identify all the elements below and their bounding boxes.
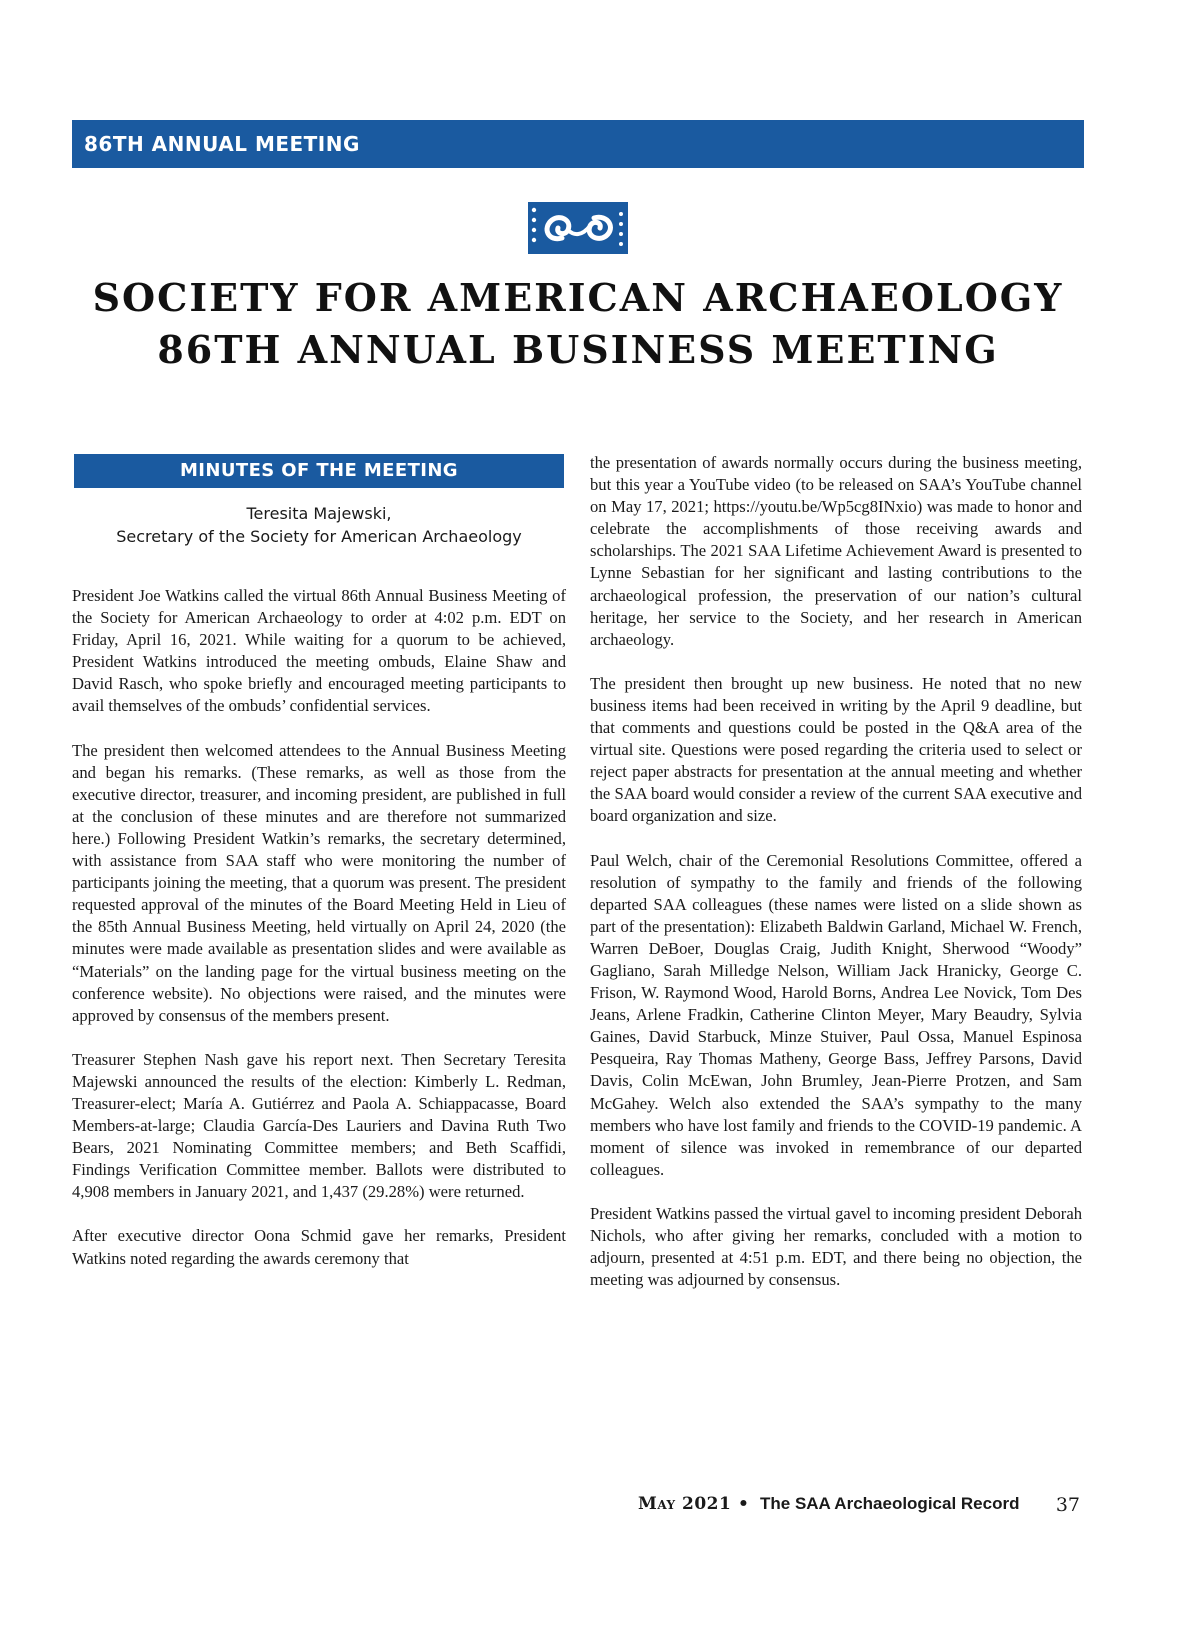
section-heading: MINUTES OF THE MEETING	[74, 454, 564, 488]
section-label: 86TH ANNUAL MEETING	[84, 132, 360, 156]
page-title	[72, 272, 1084, 376]
author-name: Teresita Majewski,	[246, 504, 392, 523]
paragraph-resolution-of-sympathy: Paul Welch, chair of the Ceremonial Resolutions Committee, offered a resolution of sympathy to the family and friends of the following departed SAA colleagues (these names were listed on a slide shown as part of the presentation): Elizabeth Baldwin Garland, Michael W. French, Warren DeBoer, Douglas Craig, Judith Knight, Sherwood “Woody” Gagliano, Sarah Milledge Nelson, William Jack Hranicky, George C. Frison, W. Raymond Wood, Harold Borns, Andrea Lee Novick, Tom Des Jeans, Arlene Fradkin, Catherine Clinton Meyer, Mary Beaudry, Sylvia Gaines, David Starbuck, Minze Stuiver, Paul Ossa, Manuel Espinosa Pesqueira, Ray Thomas Matheny, George Bass, Jeffrey Parsons, David Davis, Colin McEwan, John Brumley, Jean-Pierre Protzen, and Sam McGahey. Welch also extended the SAA’s sympathy to the many members who have lost family and friends to the COVID-19 pandemic. A moment of silence was invoked in remembrance of our departed colleagues.	[590, 850, 1082, 1179]
page-footer	[620, 1494, 1082, 1520]
paragraph-election-results: Treasurer Stephen Nash gave his report next. Then Secretary Teresita Majewski announced the results of the election: Kimberly L. Redman, Treasurer-elect; María A. Gutiérrez and Paola A. Schiappacasse, Board Members-at-large; Claudia García-Des Lauriers and Davina Ruth Two Bears, 2021 Nominating Committee members; and Beth Scaffidi, Findings Verification Committee member. Ballots were distributed to 4,908 members in January 2021, and 1,437 (29.28%) were returned.	[72, 1049, 566, 1202]
paragraph-call-to-order: President Joe Watkins called the virtual 86th Annual Business Meeting of the Society for American Archaeology to order at 4:02 p.m. EDT on Friday, April 16, 2021. While waiting for a quorum to be achieved, President Watkins introduced the meeting ombuds, Elaine Shaw and David Rasch, who spoke briefly and encouraged meeting participants to avail themselves of the ombuds’ confidential services.	[72, 586, 566, 716]
paragraph-awards-start: After executive director Oona Schmid gave her remarks, President Watkins noted regarding the awards ceremony that	[72, 1226, 566, 1268]
paragraph-new-business: The president then brought up new business. He noted that no new business items had been received in writing by the April 9 deadline, but that comments and questions could be posted in the Q&A area of the virtual site. Questions were posed regarding the criteria used to select or reject paper abstracts for presentation at the annual meeting and whether the SAA board would consider a review of the current SAA executive and board organization and size.	[590, 673, 1082, 826]
author-role: Secretary of the Society for American Archaeology	[116, 527, 522, 546]
paragraph-awards-continued: the presentation of awards normally occurs during the business meeting, but this year a YouTube video (to be released on SAA’s YouTube channel on May 17, 2021; https://youtu.be/Wp5cg8INxio) was made to honor and celebrate the accomplishments of those receiving awards and scholarships. The 2021 SAA Lifetime Achievement Award is presented to Lynne Sebastian for her significant and lasting contributions to the archaeological profession, the preservation of our nation’s cultural heritage, her service to the Society, and her research in American archaeology.	[590, 453, 1082, 649]
publication-name: The SAA Archaeological Record	[760, 1494, 1020, 1513]
title-line-1: SOCIETY FOR AMERICAN ARCHAEOLOGY	[92, 275, 1064, 320]
paragraph-welcome: The president then welcomed attendees to the Annual Business Meeting and began his remarks. (These remarks, as well as those from the executive director, treasurer, and incoming president, are published in full at the conclusion of these minutes and are therefore not summarized here.) Following President Watkin’s remarks, the secretary determined, with assistance from SAA staff who were monitoring the number of participants joining the meeting, that a quorum was present. The president requested approval of the minutes of the Board Meeting Held in Lieu of the 85th Annual Business Meeting, held virtually on April 24, 2020 (the minutes were made available as presentation slides and were available as “Materials” on the landing page for the virtual business meeting on the conference website). No objections were raised, and the minutes were approved by consensus of the members present.	[72, 740, 566, 1025]
issue-date: May 2021	[638, 1494, 732, 1514]
title-line-2: 86TH ANNUAL BUSINESS MEETING	[157, 327, 999, 372]
paragraph-adjournment: President Watkins passed the virtual gavel to incoming president Deborah Nichols, who after giving her remarks, concluded with a motion to adjourn, presented at 4:51 p.m. EDT, and there being no objection, the meeting was adjourned by consensus.	[590, 1203, 1082, 1290]
section-banner	[72, 120, 1084, 168]
footer-bullet: •	[738, 1494, 749, 1514]
right-column	[590, 452, 1082, 1291]
page-number: 37	[1055, 1494, 1080, 1516]
byline	[72, 502, 566, 548]
left-column	[72, 454, 566, 1270]
saa-spiral-logo-icon	[528, 202, 628, 254]
